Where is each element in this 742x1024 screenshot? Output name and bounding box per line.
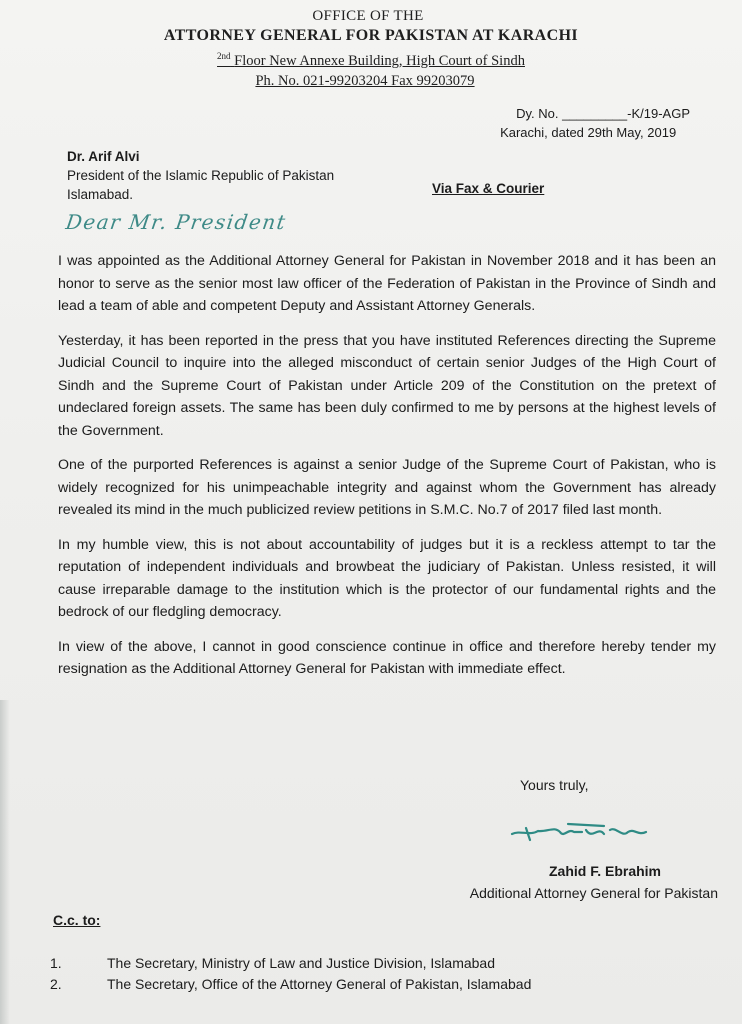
paragraph-3: One of the purported References is against a senior Judge of the Supreme Court of Pakistan, who is widely recognized for his unimpeachable integrity and against whom the Government has already revealed its mind in the much publicized review petitions in S.M.C. No.7 of 2017 filed last month.	[58, 457, 716, 518]
handwritten-signature	[508, 820, 658, 854]
letterhead-address	[0, 46, 742, 71]
letter-date: Karachi, dated 29th May, 2019	[500, 125, 677, 140]
delivery-method: Via Fax & Courier	[432, 181, 545, 196]
diary-number: Dy. No. _________-K/19-AGP	[516, 106, 690, 121]
address-text: Floor New Annexe Building, High Court of Sindh	[234, 52, 525, 69]
paragraph-2: Yesterday, it has been reported in the press that you have instituted References directing the Supreme Judicial Council to inquire into the alleged misconduct of certain senior Judges of the High Court of Sindh and the Supreme Court of Pakistan under Article 209 of the Constitution on the pretext of undeclared foreign assets. The same has been duly confirmed to me by persons at the highest levels of the Government.	[58, 332, 716, 439]
letterhead-title: ATTORNEY GENERAL FOR PAKISTAN AT KARACHI	[163, 27, 579, 44]
letterhead-phone: Ph. No. 021-99203204 Fax 99203079	[255, 72, 475, 89]
letter-body	[58, 250, 716, 693]
cc-item-number: 1.	[50, 955, 62, 971]
cc-heading: C.c. to:	[53, 912, 101, 928]
cc-item-text: The Secretary, Office of the Attorney General of Pakistan, Islamabad	[107, 976, 532, 992]
addressee-name: Dr. Arif Alvi	[67, 149, 140, 164]
paragraph-1: I was appointed as the Additional Attorney General for Pakistan in November 2018 and it has been an honor to serve as the senior most law officer of the Federation of Pakistan in the Province of Sindh and lead a team of able and competent Deputy and Assistant Attorney Generals.	[58, 253, 716, 314]
page-edge-shadow	[0, 700, 10, 1024]
addressee-block	[67, 147, 334, 204]
paragraph-4: In my humble view, this is not about accountability of judges but it is a reckless attempt to tar the reputation of independent individuals and browbeat the judiciary of Pakistan. Unless resisted, it will cause irreparable damage to the institution which is the protector of our fundamental rights and the bedrock of our fledgling democracy.	[58, 536, 716, 620]
cc-item-text: The Secretary, Ministry of Law and Justice Division, Islamabad	[107, 955, 496, 971]
cc-item	[50, 953, 710, 974]
letterhead-office: OFFICE OF THE	[312, 8, 424, 24]
signer-name: Zahid F. Ebrahim	[548, 863, 661, 879]
letterhead	[0, 6, 742, 91]
handwritten-salutation: Dear Mr. President	[64, 210, 289, 234]
paragraph-5: In view of the above, I cannot in good conscience continue in office and therefore hereby tender my resignation as the Additional Attorney General for Pakistan with immediate effect.	[58, 638, 716, 677]
addressee-title: President of the Islamic Republic of Pakistan	[67, 168, 335, 183]
signer-title: Additional Attorney General for Pakistan	[469, 885, 718, 901]
addressee-city: Islamabad.	[67, 187, 134, 202]
reference-block	[500, 104, 690, 142]
signer-block	[418, 860, 718, 904]
cc-item-number: 2.	[50, 976, 62, 992]
cc-item	[50, 974, 710, 995]
floor-superscript: 2nd	[217, 51, 231, 61]
cc-list	[50, 953, 710, 995]
closing-line: Yours truly,	[520, 777, 589, 793]
